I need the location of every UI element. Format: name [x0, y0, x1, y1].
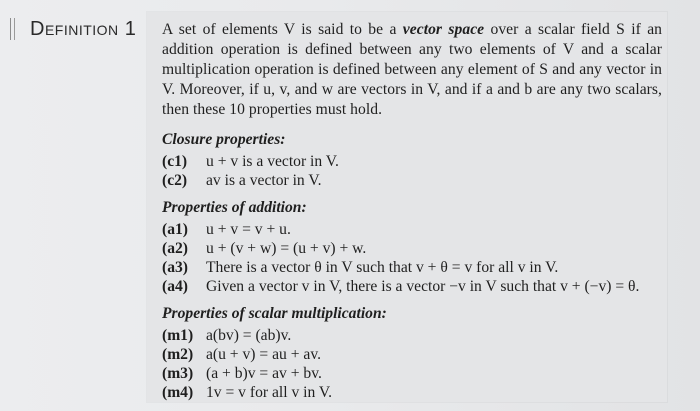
- section-title-addition: Properties of addition:: [162, 199, 307, 216]
- intro-emphasis: vector space: [402, 21, 485, 38]
- property-row: [162, 383, 662, 402]
- property-label: (a1): [162, 220, 188, 238]
- property-text: Given a vector v in V, there is a vector −v in V such that v + (−v) = θ.: [206, 277, 640, 295]
- section-title-closure: Closure properties:: [162, 131, 286, 148]
- property-text: 1v = v for all v in V.: [206, 383, 333, 401]
- property-text: av is a vector in V.: [206, 171, 322, 189]
- intro-text-2: over a scalar field S if an addition operation is defined between any two elements of V and a scalar multiplication operation is defined between any element of S and any vector in V. Moreover, if u, v, and w are vectors in V, and if a and b are any two scalars, then these 10 properties must hold.: [162, 21, 663, 118]
- property-row: [162, 258, 662, 277]
- property-label: (c2): [162, 171, 188, 189]
- property-text: u + v = v + u.: [206, 220, 291, 238]
- section-title-scalar-multiplication: Properties of scalar multiplication:: [162, 305, 387, 322]
- property-row: [162, 277, 662, 296]
- margin-rule: [10, 18, 11, 40]
- property-text: There is a vector θ in V such that v + θ = v for all v in V.: [206, 258, 559, 276]
- property-row: [162, 345, 662, 364]
- property-text: a(bv) = (ab)v.: [206, 326, 292, 344]
- property-row: [162, 171, 662, 190]
- property-row: [162, 364, 662, 383]
- property-label: (c1): [162, 152, 188, 170]
- definition-content: [162, 20, 662, 402]
- property-text: (a + b)v = av + bv.: [206, 364, 322, 382]
- intro-text-1: A set of elements V is said to be a: [162, 21, 403, 38]
- property-row: [162, 239, 662, 258]
- margin-rule: [14, 18, 15, 40]
- property-label: (a2): [162, 239, 188, 257]
- property-label: (m3): [162, 364, 194, 382]
- property-row: [162, 220, 662, 239]
- intro-paragraph: [162, 20, 662, 120]
- property-text: u + (v + w) = (u + v) + w.: [206, 239, 367, 257]
- property-text: u + v is a vector in V.: [206, 152, 339, 170]
- property-label: (m2): [162, 345, 194, 363]
- property-row: [162, 152, 662, 171]
- property-row: [162, 326, 662, 345]
- property-text: a(u + v) = au + av.: [206, 345, 321, 363]
- property-label: (a3): [162, 258, 188, 276]
- definition-label-text: Definition 1: [30, 18, 137, 40]
- property-label: (m4): [162, 383, 194, 401]
- property-label: (m1): [162, 326, 194, 344]
- property-label: (a4): [162, 277, 188, 295]
- definition-label: [30, 18, 136, 41]
